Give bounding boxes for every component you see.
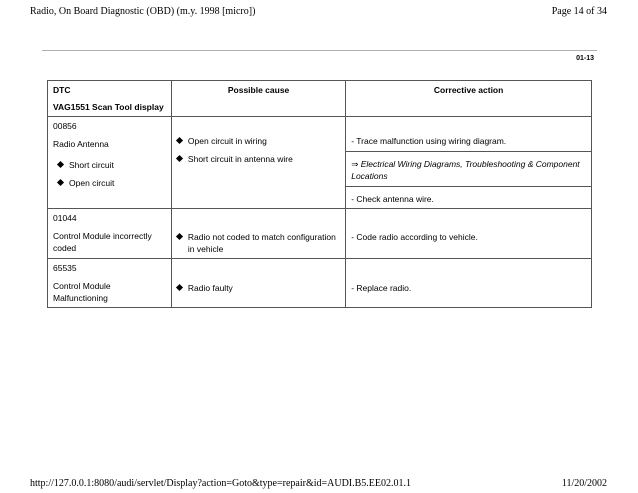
- dtc-display: Control Module Malfunctioning: [48, 277, 172, 308]
- cause-cell: [171, 135, 345, 209]
- action-text: - Trace malfunction using wiring diagram.: [351, 136, 507, 146]
- action-cell: - Code radio according to vehicle.: [346, 227, 592, 259]
- table-row: [48, 209, 592, 228]
- diamond-bullet-icon: [176, 233, 183, 240]
- dtc-code: 00856: [48, 117, 172, 136]
- list-item: Radio faulty: [177, 282, 340, 294]
- table-row: [48, 259, 592, 278]
- column-header-cause: Possible cause: [171, 81, 345, 117]
- dtc-code: 65535: [48, 259, 172, 278]
- table-row: [48, 117, 592, 136]
- action-cell: - Replace radio.: [346, 277, 592, 308]
- list-item: Short circuit in antenna wire: [177, 153, 340, 165]
- diamond-bullet-icon: [176, 137, 183, 144]
- dtc-display: [48, 135, 172, 209]
- list-item: Open circuit in wiring: [177, 135, 340, 147]
- list-item: Short circuit: [53, 159, 166, 171]
- section-code: 01-13: [576, 55, 594, 62]
- dtc-table: [47, 80, 592, 308]
- display-text: Radio Antenna: [53, 139, 109, 149]
- column-header-action: Corrective action: [346, 81, 592, 117]
- table-header-row: [48, 81, 592, 117]
- diamond-bullet-icon: [176, 155, 183, 162]
- diamond-bullet-icon: [57, 179, 64, 186]
- dtc-code: 01044: [48, 209, 172, 228]
- page-indicator: Page 14 of 34: [551, 6, 607, 17]
- header-divider: [42, 50, 597, 51]
- table-row: [48, 277, 592, 308]
- cause-cell: [171, 277, 345, 308]
- footer-date: 11/20/2002: [561, 478, 607, 489]
- diamond-bullet-icon: [57, 161, 64, 168]
- list-item: Open circuit: [53, 177, 166, 189]
- footer-url: http://127.0.0.1:8080/audi/servlet/Display?action=Goto&type=repair&id=AUDI.B5.EE02.01.1: [30, 478, 412, 489]
- action-cell: [346, 135, 592, 209]
- column-header-dtc: [48, 81, 172, 117]
- dtc-label: DTC: [53, 85, 71, 95]
- document-title: Radio, On Board Diagnostic (OBD) (m.y. 1998 [micro]): [30, 6, 256, 17]
- list-item: Radio not coded to match configuration in vehicle: [177, 231, 340, 255]
- table-row: [48, 135, 592, 209]
- dtc-display: Control Module incorrectly coded: [48, 227, 172, 259]
- dtc-sublabel: VAG1551 Scan Tool display: [53, 102, 164, 112]
- wiring-diagram-link[interactable]: ⇒ Electrical Wiring Diagrams, Troubleshooting & Component Locations: [351, 159, 580, 181]
- cause-cell: [171, 227, 345, 259]
- diamond-bullet-icon: [176, 284, 183, 291]
- action-text: - Check antenna wire.: [351, 194, 434, 204]
- table-row: [48, 227, 592, 259]
